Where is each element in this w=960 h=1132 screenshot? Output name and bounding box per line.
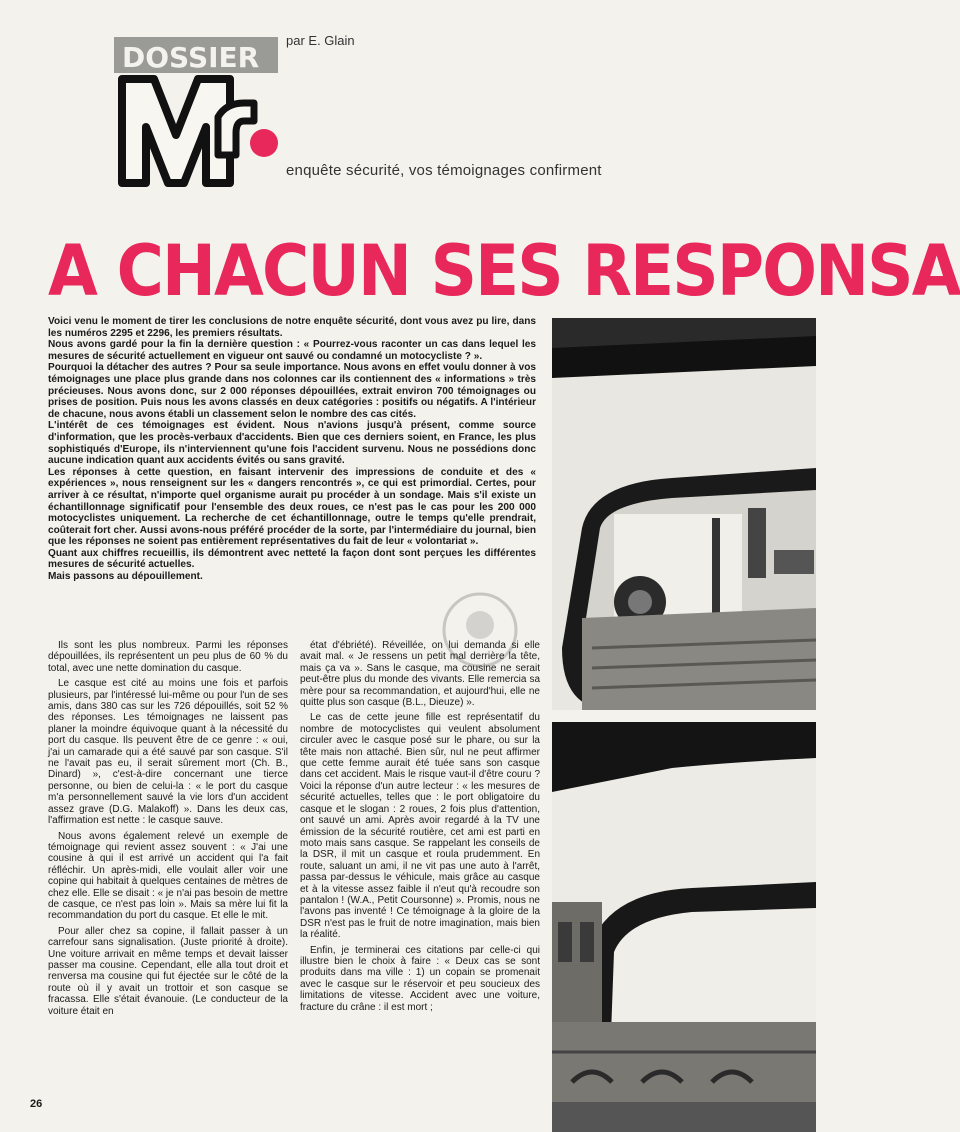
body-paragraph: Ils sont les plus nombreux. Parmi les réponses dépouillées, ils représentent un peu plus de 60 % du total, avec une nette domination du casque.: [48, 640, 288, 674]
intro-paragraph: Mais passons au dépouillement.: [48, 571, 203, 583]
body-paragraph: Nous avons également relevé un exemple de témoignage qui revient assez souvent : « J'ai une cousine à qui il est arrivé un accident qui l'a fait réfléchir. Un après-midi, elle voulait aller voir une copine qui habitait à quelques centaines de mètres de chez elle. Elle se disait : « je n'ai pas besoin de mettre de casque, ce n'est pas loin ». Mais sa mère lui fit la recommandation du port du casque. Et elle le mit.: [48, 830, 288, 922]
byline: par E. Glain: [286, 33, 355, 48]
page-number: 26: [30, 1098, 43, 1110]
intro-paragraph: Quant aux chiffres recueillis, ils démontrent avec netteté la façon dont sont perçues les différentes mesures de sécurité actuelles.: [48, 547, 536, 571]
body-paragraph: Enfin, je terminerai ces citations par celle-ci qui illustre bien le choix à faire : « Deux cas se sont produits dans ma ville : 1) un copain se promenait avec le casque sur le réservoir et peu soucieux des limitations de vitesse. Accident avec une voiture, fracture du crâne : il est mort ;: [300, 944, 540, 1013]
intro-paragraph: L'intérêt de ces témoignages est évident. Nous n'avions jusqu'à présent, comme source d'information, que les procès-verbaux d'accidents. Bien que ces derniers soient, en France, les plus sophistiqués d'Europe, ils n'interviennent qu'une fois l'accident survenu. Nous ne possédions donc aucune indication quant aux accidents évités ou sans gravité.: [48, 420, 536, 467]
headline: A CHACUN SES RESPONSA: [48, 230, 960, 312]
body-column-2: [300, 640, 540, 1120]
intro-paragraph: Pourquoi la détacher des autres ? Pour sa seule importance. Nous avons en effet voulu donner à vos témoignages une place plus grande dans nos colonnes car ils contiennent des « informations » très précieuses. Nous avons donc, sur 2 000 réponses dépouillées, extrait environ 700 témoignages ou prises de position. Puis nous les avons classés en deux catégories : positifs ou négatifs. A l'intérieur de chacune, nous avons établi un classement selon le nombre des cas cités.: [48, 362, 536, 420]
body-column-1: [48, 640, 288, 1120]
intro-paragraph: Les réponses à cette question, en faisant intervenir des impressions de conduite et des « expériences », nous renseignent sur les « dangers rencontrés », ce qui est primordial. Certes, pour arriver à ce résultat, n'importe quel organisme aurait pu procéder à un sondage. Mais s'il existe un échantillonnage significatif pour l'ensemble des deux roues, ce n'est pas le cas pour les 200 000 motocyclistes uniquement. La recherche de cet échantillonnage, outre le temps qu'elle prendrait, coûterait fort cher. Aussi avons-nous préféré procéder de la sorte, par l'intermédiaire du journal, bien que les réponses ne soient pas entièrement représentatives du fait de leur « volontariat ».: [48, 466, 536, 548]
photo-mirror-car: [552, 318, 816, 710]
dossier-logo-graphic: [114, 37, 278, 189]
dossier-logo: [114, 37, 278, 189]
body-paragraph: Pour aller chez sa copine, il fallait passer à un carrefour sans signalisation. (Juste priorité à droite). Une voiture arrivait en même temps et devait laisser passer ma cousine. Cependant, elle alla tout droit et renversa ma cousine qui fut éjectée sur le côté de la route où il y avait un trottoir et son casque se fracassa. Elle s'était évanouie. (Le conducteur de la voiture était en: [48, 925, 288, 1017]
photo-mirror-building: [552, 722, 816, 1132]
body-paragraph: Le casque est cité au moins une fois et parfois plusieurs, par l'intéressé lui-même ou pour l'un de ses amis, dans 380 cas sur les 726 dépouillés, soit 52 % des réponses. Les témoignages ne laissent pas planer la moindre équivoque quant à la nécessité du port du casque. Ils peuvent être de ce genre : « oui, j'ai un camarade qui a été sauvé par son casque. S'il ne l'avait pas eu, il serait sûrement mort (Ch. B., Dinard) », c'est-à-dire concernant une tierce personne, ou bien de celui-la : « le port du casque m'a personnellement sauvé la vie lors d'un accident assez grave (D.G. Malakoff) ». Dans les deux cas, l'affirmation est nette : le casque sauve.: [48, 678, 288, 827]
body-paragraph: état d'ébriété). Réveillée, on lui demanda si elle avait mal. « Je ressens un petit mal derrière la tête, mais ça va ». Sans le casque, ma cousine ne serait peut-être plus du monde des vivants. Elle remercia sa mère pour sa recommandation, et aujourd'hui, elle ne quitte plus son casque (B.L., Dieuze) ».: [300, 640, 540, 709]
body-paragraph: Le cas de cette jeune fille est représentatif du nombre de motocyclistes qui veulent absolument circuler avec le casque posé sur le phare, ou sur la tête mais non attaché. Bien sûr, nul ne peut affirmer que cette femme aurait été tuée sans son casque dans cet accident. Mais le risque vaut-il d'être couru ? Voici la réponse d'un autre lecteur : « les mesures de sécurité actuelles, telles que : le port obligatoire du casque et le slogan : 2 roues, 2 fois plus d'attention, ont sauvé un ami. Après avoir regardé à la TV une émission de la sécurité routière, cet ami est parti en moto mais sans casque. Se rappelant les conseils de la DSR, il mit un casque et roula prudemment. En route, saluant un ami, il ne vit pas une auto à l'arrêt, passa par-dessus le véhicule, mais grâce au casque et à la vitesse assez faible il n'eut qu'à recoudre son pantalon ! (W.A., Petit Coursonne) ». Promis, nous ne l'avons pas inventé ! Ce témoignage à la gloire de la DSR n'est pas le fruit de notre imagination, mais bien la réalité.: [300, 712, 540, 941]
subtitle: enquête sécurité, vos témoignages confirment: [286, 162, 602, 179]
intro-paragraph: Voici venu le moment de tirer les conclusions de notre enquête sécurité, dont vous avez pu lire, dans les numéros 2295 et 2296, les premiers résultats.: [48, 316, 536, 339]
intro-paragraph: Nous avons gardé pour la fin la dernière question : « Pourrez-vous raconter un cas dans lequel les mesures de sécurité actuellement en vigueur ont sauvé ou condamné un motocycliste ? ».: [48, 339, 536, 362]
logo-dossier-text: DOSSIER: [122, 41, 260, 74]
intro-text: [48, 316, 536, 626]
